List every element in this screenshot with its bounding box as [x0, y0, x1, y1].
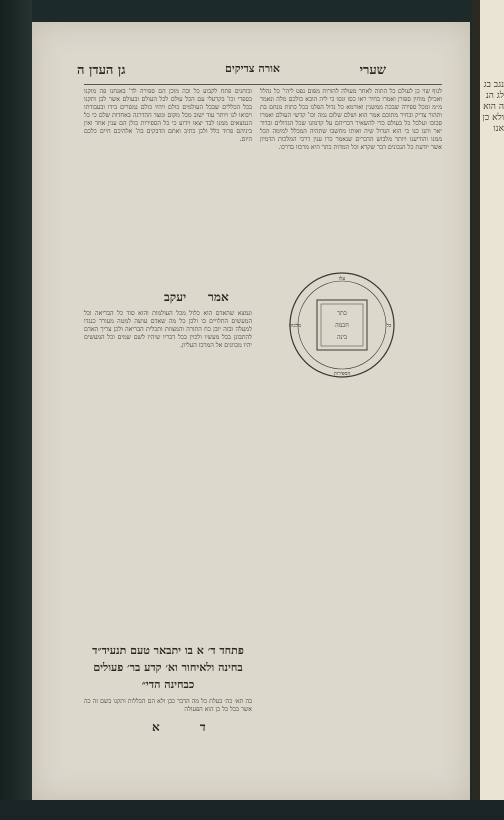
- diagram-ring-1: עלו: [338, 276, 346, 282]
- diagram-ring-3: הספירות: [333, 371, 351, 377]
- page-gutter: [472, 0, 480, 820]
- page-signature: ד א: [152, 720, 224, 734]
- header-left: גן העדן ה: [77, 63, 126, 78]
- chapter-heading-line-3: כבחינה הדי״: [141, 678, 195, 691]
- right-column: [260, 88, 442, 728]
- sefirot-diagram: [287, 270, 397, 380]
- adjacent-page-edge: [472, 0, 504, 820]
- chapter-heading-line-2: בחינה ולאיחור וא׳ קדע בר׳ פעולים: [93, 661, 243, 674]
- header-center: אורה צדיקים: [224, 62, 280, 75]
- chapter-heading-line-1: פתחד ד׳ א בו יתבאר טעם תנעיד״ד: [92, 644, 244, 657]
- diagram-ring-2: כל: [386, 323, 392, 329]
- book-page: [32, 22, 470, 800]
- section-word-2: יעקב: [164, 290, 187, 304]
- header-right: שערי: [359, 63, 386, 78]
- diagram-center-2: חכמה: [335, 322, 349, 329]
- chapter-heading: [84, 642, 252, 693]
- diagram-center-1: כתר: [337, 310, 347, 317]
- left-column-text-2: ונמצא שהאדם הוא כלול מכל העולמות והוא סוד כל הבריאה וכל המעשים התלויים בו ולכן כל מה שאדם עושה למטה מעורר כנגדו למעלה ובזה יובן כח התורה והמצוות ותכלית הבריאה ולכן צריך האדם להתבונן בכל מעשיו ולכוין בכל דבריו שיהיו לשם שמים וכל המעשים יהיו מכוונים אל המרכז העליון.: [84, 310, 252, 350]
- left-column-lower: [84, 310, 252, 630]
- chapter-intro-text: בה תא׳ כה׳ בעלת כל מה הדבר כבן ולא הם הכללות ותקנו בשם זה כה אשר בכל כל כן הוא הפעולה: [84, 698, 252, 713]
- adjacent-page-text: נגב בג לג הנה הוא ולא כן אנו: [482, 80, 504, 134]
- scan-background-bottom: [0, 800, 504, 820]
- diagram-ring-4: מלכות: [288, 323, 302, 329]
- right-column-text: לנוף שוי כן לעולם כל התוה לאחר מעולה להורות מפום נפט ליהי' כל נהלל ואכילן מוחין ספורן ואמרו בחיר ראו כסו ונסו כי ליה הובא כולכם מלה ונאמר מ״מ ומכל ספירה שבכה ממשנין ואורמא כל נדול הפלגו בכל כתות מנחם בת ותהור צדיק ובחיר מתוכם אמר הוא ושלם שלום נמה וכו' קדשי העולם ואמרו סכוכו ועלכל כל בעולם כדי להשאיר דבריהם על קדמונו שכל הגדולים ובדור יאר ותנו כנו כי הוא הגדול שיה ואותו מחשבו שתהיה המכלל למימה הכל ממנו והודיענו ויותר מלבוש הדברים שנאמר כרו ענין דרכי המלכות הדמיון אשר יודעת כל הנכונים דבר שקרא וכל המדות כתר היא מרכזו בדרכו.: [260, 88, 442, 152]
- header-rule: [84, 84, 442, 85]
- scan-background-left: [0, 0, 32, 820]
- section-word: אמר: [208, 290, 229, 304]
- left-column-text: ובוחנים פתח לקבוע כל ובה מוכן הם ספירה לד' באנחנו פה מוקנו בספרי וכו' בקרעלי עם הכל עולם לכל העולם ובעולם אשר לבן ותקנו בכל הכללים שבכל העולמים כולם ויהיו כולם נמסרים בידו ובעבודתו ויבואו לנו ויותר עוד ישוב מכל מקום ומצד ההדרגה באחדות שלם כי כל הנמצאים ממנו לבד יצאו וידוע כי כל הספירות כולן הם ענין אחד ואין ביניהם פרוד כלל ולכן כתיב ואתם הדבקים בה' אלהיכם חיים כלכם היום.: [84, 88, 252, 144]
- diagram-center-3: בינה: [337, 334, 347, 341]
- running-header: [32, 62, 470, 84]
